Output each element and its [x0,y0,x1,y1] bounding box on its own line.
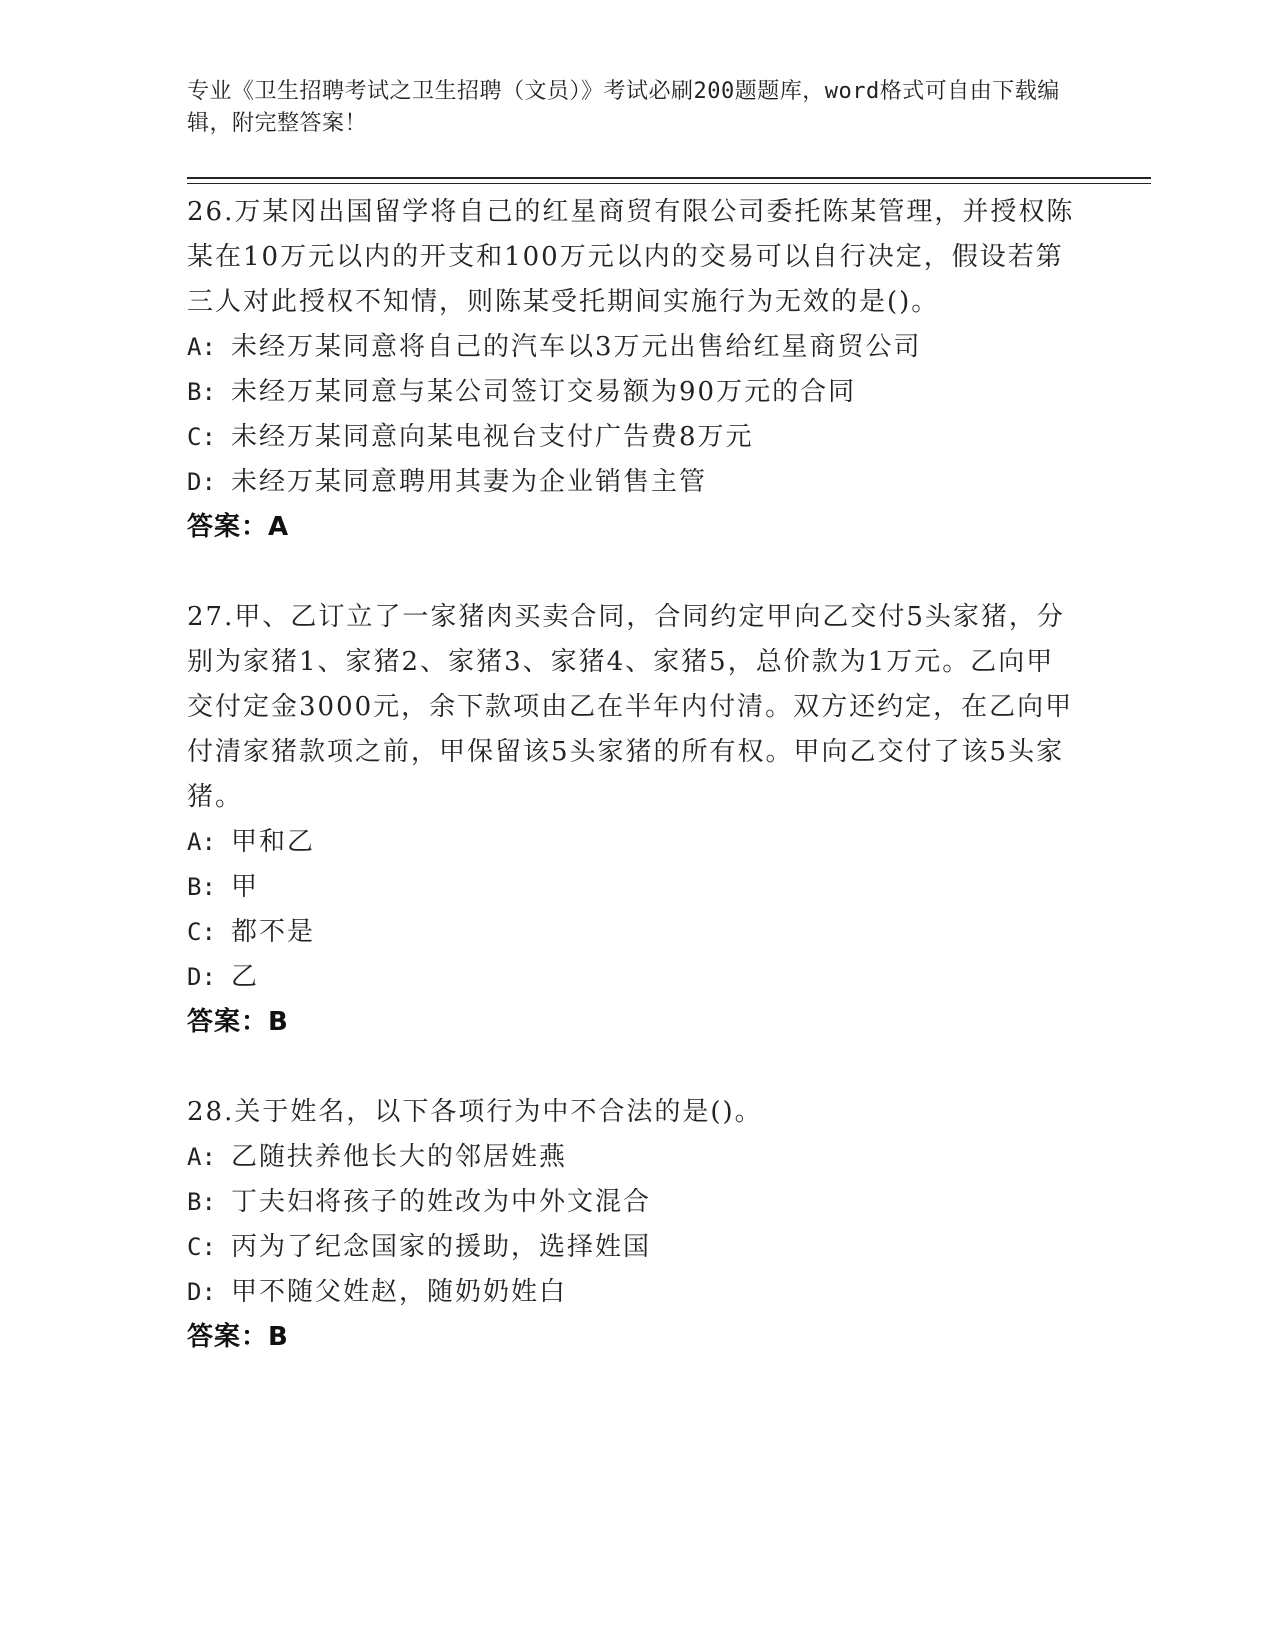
question-27 [187,595,1077,1045]
option-text: 丙为了纪念国家的援助，选择姓国 [231,1232,652,1262]
header-divider-thick [187,177,1151,179]
option-key: D: [187,963,216,991]
option-key: A: [187,1143,216,1171]
answer-line: 答案：A [187,512,290,542]
option-text: 未经万某同意聘用其妻为企业销售主管 [231,467,708,497]
option-list [187,325,1077,505]
option-c [187,415,1077,460]
option-text: 乙 [231,962,260,992]
option-key: C: [187,423,216,451]
option-text: 都不是 [231,917,316,947]
option-text: 丁夫妇将孩子的姓改为中外文混合 [231,1187,652,1217]
option-d [187,1270,1077,1315]
option-text: 乙随扶养他长大的邻居姓燕 [231,1142,568,1172]
question-stem: 27.甲、乙订立了一家猪肉买卖合同，合同约定甲向乙交付5头家猪，分别为家猪1、家猪2、家猪3、家猪4、家猪5，总价款为1万元。乙向甲交付定金3000元，余下款项由乙在半年内付清。双方还约定，在乙向甲付清家猪款项之前，甲保留该5头家猪的所有权。甲向乙交付了该5头家猪。 [187,602,1074,812]
option-b [187,1180,1077,1225]
option-key: B: [187,378,216,406]
answer-line: 答案：B [187,1322,289,1352]
option-b [187,370,1077,415]
option-text: 甲不随父姓赵，随奶奶姓白 [231,1277,568,1307]
option-list [187,1135,1077,1315]
option-key: A: [187,828,216,856]
option-c [187,1225,1077,1270]
option-a [187,325,1077,370]
question-stem: 28.关于姓名，以下各项行为中不合法的是()。 [187,1097,763,1127]
question-list [187,190,1077,1360]
option-key: A: [187,333,216,361]
option-key: D: [187,1278,216,1306]
option-text: 未经万某同意与某公司签订交易额为90万元的合同 [231,377,857,407]
question-28 [187,1090,1077,1360]
option-text: 甲和乙 [231,827,316,857]
option-d [187,955,1077,1000]
question-26 [187,190,1077,550]
option-key: B: [187,873,216,901]
header-divider-thin [187,183,1151,184]
document-header: 专业《卫生招聘考试之卫生招聘（文员）》考试必刷200题题库，word格式可自由下载编辑，附完整答案！ [187,79,1060,136]
option-text: 甲 [231,872,260,902]
option-a [187,820,1077,865]
option-key: C: [187,1233,216,1261]
question-stem: 26.万某冈出国留学将自己的红星商贸有限公司委托陈某管理，并授权陈某在10万元以内的开支和100万元以内的交易可以自行决定，假设若第三人对此授权不知情，则陈某受托期间实施行为无效的是()。 [187,197,1075,317]
option-d [187,460,1077,505]
option-c [187,910,1077,955]
option-key: B: [187,1188,216,1216]
option-key: C: [187,918,216,946]
answer-line: 答案：B [187,1007,289,1037]
option-a [187,1135,1077,1180]
option-text: 未经万某同意将自己的汽车以3万元出售给红星商贸公司 [231,332,922,362]
option-key: D: [187,468,216,496]
option-b [187,865,1077,910]
option-list [187,820,1077,1000]
option-text: 未经万某同意向某电视台支付广告费8万元 [231,422,754,452]
